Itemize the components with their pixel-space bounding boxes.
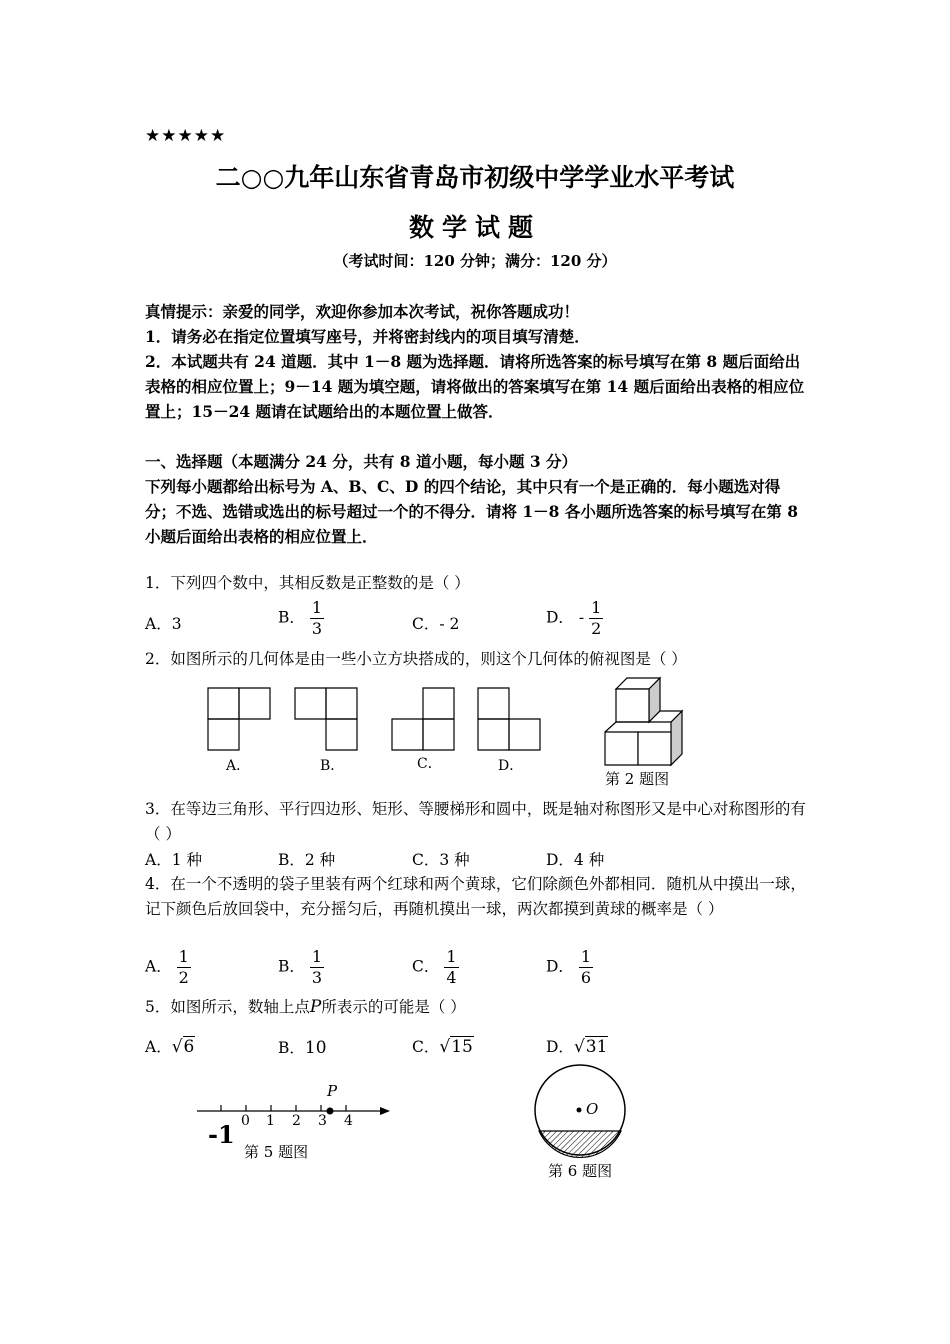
fraction <box>579 947 593 988</box>
q2-label-b: B． <box>320 758 345 774</box>
radicand: 31 <box>585 1037 608 1057</box>
q5-option-c <box>412 1035 474 1057</box>
question-5-text <box>145 995 810 1020</box>
circle-figure <box>520 1060 640 1160</box>
exam-title: 二○○九年山东省青岛市初级中学学业水平考试 <box>215 163 735 192</box>
q5-text-before: 5．如图所示，数轴上点 <box>145 998 310 1016</box>
option-label: C． <box>412 957 440 976</box>
stars-rating: ★★★★★ <box>145 126 227 146</box>
fraction <box>310 947 324 988</box>
option-label: C． <box>412 1038 440 1056</box>
q5-caption: 第 5 题图 <box>244 1143 309 1161</box>
q4-option-c <box>412 947 459 988</box>
option-label: D． <box>546 1038 574 1056</box>
axis-point-label: P <box>327 1082 338 1100</box>
tick-label-1: 1 <box>266 1113 275 1129</box>
q4-option-d <box>546 947 593 988</box>
q3-option-a: A．1 种 <box>145 851 202 869</box>
q3-option-b: B．2 种 <box>278 851 336 869</box>
question-3-text: 3．在等边三角形、平行四边形、矩形、等腰梯形和圆中，既是轴对称图形又是中心对称图形的有（ ） <box>145 800 806 843</box>
notice-intro: 真情提示：亲爱的同学，欢迎你参加本次考试，祝你答题成功！ <box>145 302 580 321</box>
option-value: 10 <box>304 1038 327 1058</box>
option-label: C． <box>412 615 440 633</box>
q4-option-b <box>278 947 324 988</box>
q1-option-c <box>412 612 459 634</box>
numerator: 1 <box>591 598 602 617</box>
fraction <box>177 947 191 988</box>
section-heading: 一、选择题（本题满分 24 分，共有 8 道小题，每小题 3 分） <box>145 452 578 471</box>
q2-caption: 第 2 题图 <box>605 770 670 788</box>
option-label: D． <box>546 957 574 976</box>
numerator: 1 <box>178 947 189 966</box>
denominator: 6 <box>580 968 592 987</box>
view-a <box>208 688 270 750</box>
numerator: 1 <box>580 947 592 966</box>
fraction <box>589 598 603 639</box>
question-1-text: 1．下列四个数中，其相反数是正整数的是（ ） <box>145 574 470 592</box>
view-c <box>392 688 454 750</box>
option-label: D． <box>546 608 574 627</box>
center-point <box>577 1108 582 1113</box>
numerator: 1 <box>446 947 457 966</box>
denominator: 3 <box>311 968 323 987</box>
tick-label-3: 3 <box>318 1113 327 1129</box>
exam-subtitle: 数学试题 <box>408 213 541 242</box>
q2-label-c: C． <box>417 756 442 772</box>
axis-arrow <box>380 1107 390 1115</box>
tick-label-2: 2 <box>292 1113 301 1129</box>
minus-sign: - <box>578 608 585 627</box>
q3-option-d: D．4 种 <box>546 851 605 869</box>
numerator: 1 <box>311 947 323 966</box>
point-p <box>327 1108 334 1115</box>
sqrt: √15 <box>439 1037 473 1057</box>
question-2-text: 2．如图所示的几何体是由一些小立方块搭成的，则这个几何体的俯视图是（ ） <box>145 650 687 668</box>
tick-label-0: 0 <box>241 1113 250 1129</box>
q6-caption: 第 6 题图 <box>548 1162 613 1180</box>
q5-option-a <box>145 1035 195 1057</box>
option-label: B． <box>278 608 305 627</box>
q5-point: P <box>309 997 322 1017</box>
option-value: 3 <box>171 615 182 633</box>
q4-option-a <box>145 947 191 988</box>
tick-label-4: 4 <box>344 1113 353 1129</box>
circle-center-label: O <box>586 1100 599 1118</box>
fraction <box>444 947 458 988</box>
q1-option-b <box>278 598 324 639</box>
denominator: 2 <box>178 968 189 987</box>
option-label: B． <box>278 1039 305 1057</box>
q1-option-a <box>145 612 182 634</box>
denominator: 4 <box>446 968 457 987</box>
numerator: 1 <box>311 598 323 617</box>
option-label: B． <box>278 957 305 976</box>
q2-label-d: D． <box>498 758 524 774</box>
view-d <box>478 688 540 750</box>
radicand: 15 <box>451 1037 473 1057</box>
q3-option-c: C．3 种 <box>412 851 470 869</box>
cube-solid <box>605 678 682 765</box>
q2-figures <box>0 675 950 800</box>
option-label: A． <box>145 957 172 976</box>
sqrt: √31 <box>573 1037 608 1057</box>
exam-time-info: （考试时间：120 分钟；满分：120 分） <box>333 252 617 270</box>
option-label: A． <box>145 1038 172 1056</box>
q5-text-after: 所表示的可能是（ ） <box>321 998 466 1016</box>
section-instructions: 下列每小题都给出标号为 A、B、C、D 的四个结论，其中只有一个是正确的．每小题选对得分；不选、选错或选出的标号超过一个的不得分．请将 1－8 各小题所选答案的标号填写在第 8 小题后面给出表格的相应位置上． <box>145 477 799 546</box>
tick-label-neg-1: -1 <box>208 1120 235 1149</box>
notice-item-1: 1．请务必在指定位置填写座号，并将密封线内的项目填写清楚． <box>145 327 590 346</box>
fraction <box>310 598 324 639</box>
q2-label-a: A． <box>226 758 251 774</box>
q5-option-b <box>278 1036 327 1058</box>
notice-item-2: 2．本试题共有 24 道题．其中 1－8 题为选择题．请将所选答案的标号填写在第 8 题后面给出表格的相应位置上；9－14 题为填空题，请将做出的答案填写在第 14 题后面给出表格的相应位置上；15－24 题请在试题给出的本题位置上做答． <box>145 352 805 421</box>
radicand: 6 <box>183 1037 195 1057</box>
option-value: - 2 <box>439 615 460 633</box>
question-4-text: 4．在一个不透明的袋子里装有两个红球和两个黄球，它们除颜色外都相同．随机从中摸出一球，记下颜色后放回袋中，充分摇匀后，再随机摸出一球，两次都摸到黄球的概率是（ ） <box>145 875 806 918</box>
q5-option-d <box>546 1035 608 1057</box>
view-b <box>295 688 357 750</box>
sqrt: √6 <box>171 1037 195 1057</box>
option-label: A． <box>145 615 172 633</box>
denominator: 3 <box>311 619 323 638</box>
denominator: 2 <box>591 619 602 638</box>
q1-option-d <box>546 598 603 639</box>
